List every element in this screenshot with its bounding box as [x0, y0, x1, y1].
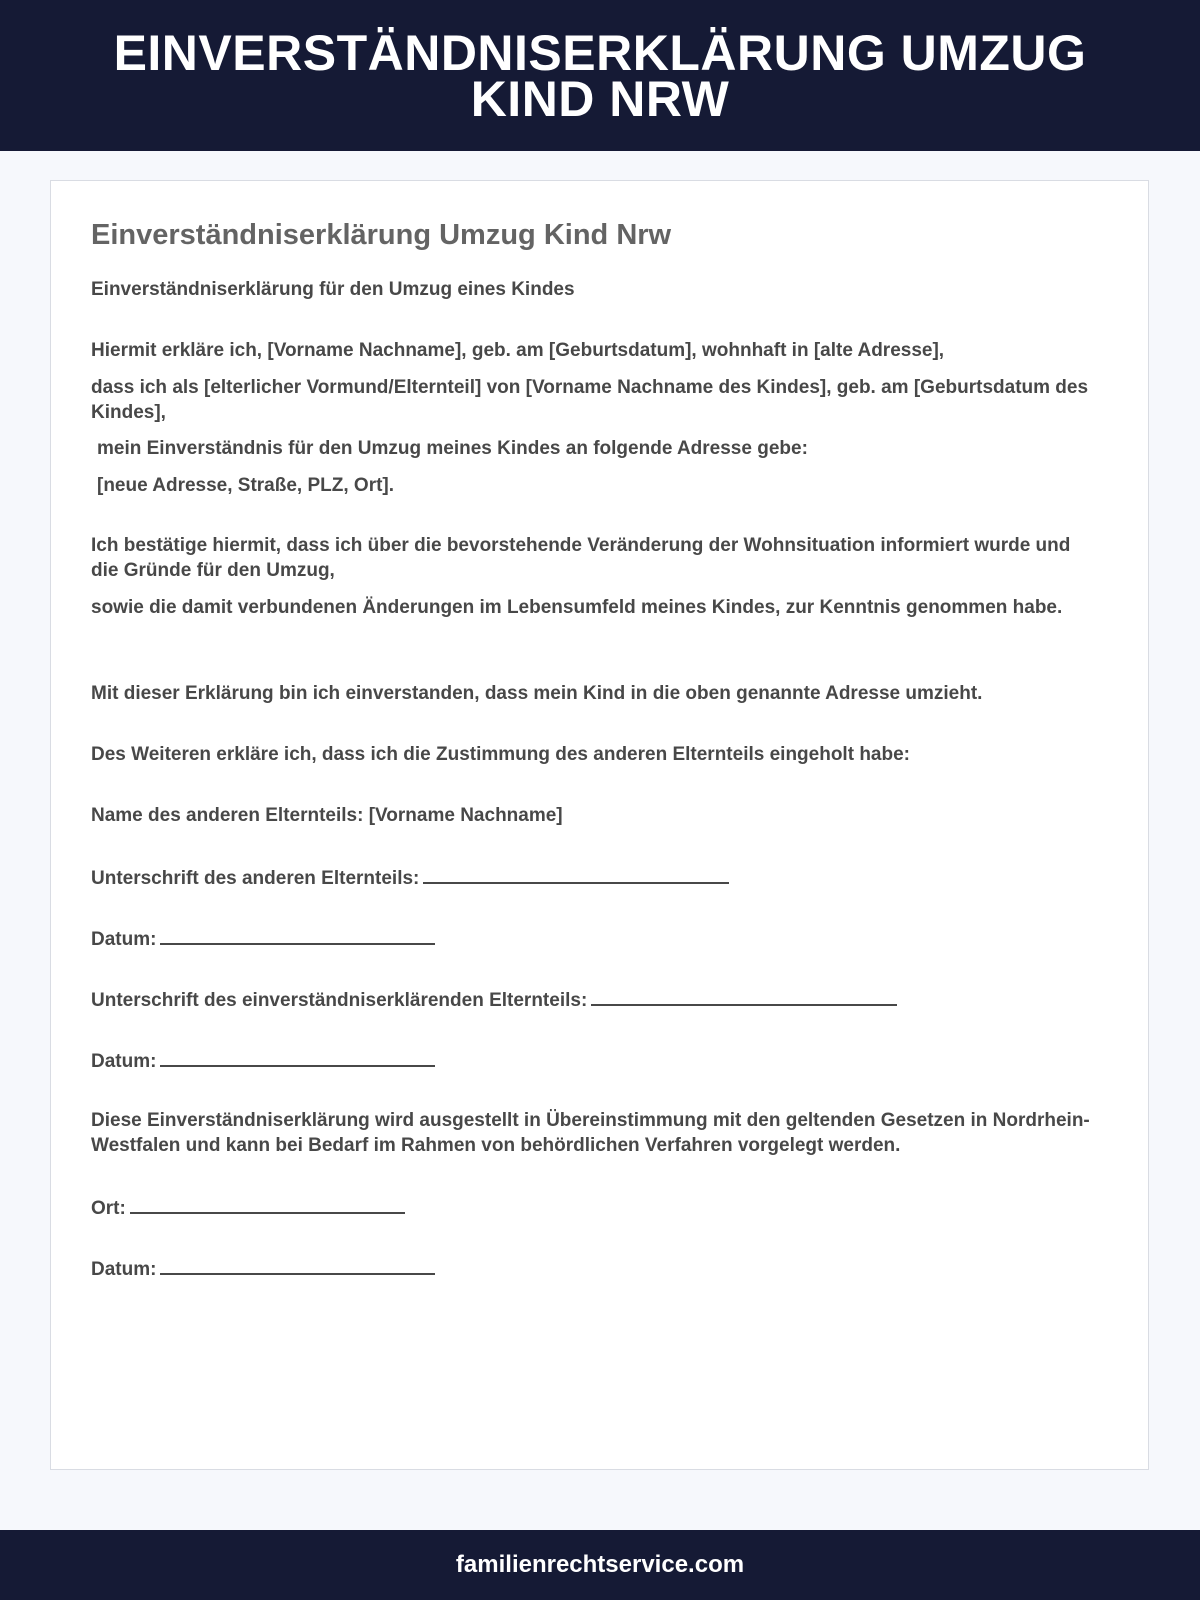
paragraph-other-parent-consent: Des Weiteren erkläre ich, dass ich die Zustimmung des anderen Elternteils eingeholt habe:	[91, 744, 910, 765]
signature-consenting-parent-line[interactable]	[591, 986, 897, 1006]
document-card	[50, 180, 1149, 1470]
paragraph-legal-notice: Diese Einverständniserklärung wird ausgestellt in Übereinstimmung mit den geltenden Gesetzen in Nordrhein-Westfalen und kann bei Bedarf im Rahmen von behördlichen Verfahren vorgelegt werden.	[91, 1110, 1090, 1156]
page-header	[0, 0, 1200, 151]
date-label-2: Datum:	[91, 1051, 157, 1072]
paragraph-declarant: Hiermit erkläre ich, [Vorname Nachname], geb. am [Geburtsdatum], wohnhaft in [alte Adresse],	[91, 340, 945, 361]
paragraph-other-parent-name: Name des anderen Elternteils: [Vorname Nachname]	[91, 805, 563, 826]
signature-other-parent-row	[91, 864, 1091, 891]
paragraph-confirmation: Ich bestätige hiermit, dass ich über die bevorstehende Veränderung der Wohnsituation informiert wurde und die Gründe für den Umzug,	[91, 535, 1071, 581]
date-label-1: Datum:	[91, 929, 157, 950]
date-label-3: Datum:	[91, 1259, 157, 1280]
date-line-1[interactable]	[160, 925, 435, 945]
document-title: Einverständniserklärung Umzug Kind Nrw	[91, 219, 672, 251]
signature-other-parent-line[interactable]	[423, 864, 729, 884]
footer-site-link[interactable]: familienrechtservice.com	[455, 1551, 745, 1578]
date-line-3[interactable]	[160, 1255, 435, 1275]
page-footer	[0, 1530, 1200, 1600]
paragraph-agreement: Mit dieser Erklärung bin ich einverstanden, dass mein Kind in die oben genannte Adresse umzieht.	[91, 683, 983, 704]
date-line-2[interactable]	[160, 1047, 435, 1067]
place-label: Ort:	[91, 1198, 126, 1219]
place-row	[91, 1194, 1091, 1221]
date-row-1	[91, 925, 1091, 952]
paragraph-consent: mein Einverständnis für den Umzug meines Kindes an folgende Adresse gebe:	[97, 438, 808, 459]
document-subtitle: Einverständniserklärung für den Umzug eines Kindes	[91, 279, 575, 300]
signature-other-parent-label: Unterschrift des anderen Elternteils:	[91, 868, 420, 889]
paragraph-new-address: [neue Adresse, Straße, PLZ, Ort].	[97, 475, 395, 496]
place-line[interactable]	[130, 1194, 405, 1214]
date-row-3	[91, 1255, 1091, 1282]
signature-consenting-parent-row	[91, 986, 1091, 1013]
date-row-2	[91, 1047, 1091, 1074]
paragraph-guardian: dass ich als [elterlicher Vormund/Elternteil] von [Vorname Nachname des Kindes], geb. am [Geburtsdatum des Kindes],	[91, 377, 1089, 423]
paragraph-changes: sowie die damit verbundenen Änderungen im Lebensumfeld meines Kindes, zur Kenntnis genommen habe.	[91, 597, 1063, 618]
signature-consenting-parent-label: Unterschrift des einverständniserklärenden Elternteils:	[91, 990, 588, 1011]
page-title: EINVERSTÄNDNISERKLÄRUNG UMZUG KIND NRW	[113, 24, 1087, 127]
